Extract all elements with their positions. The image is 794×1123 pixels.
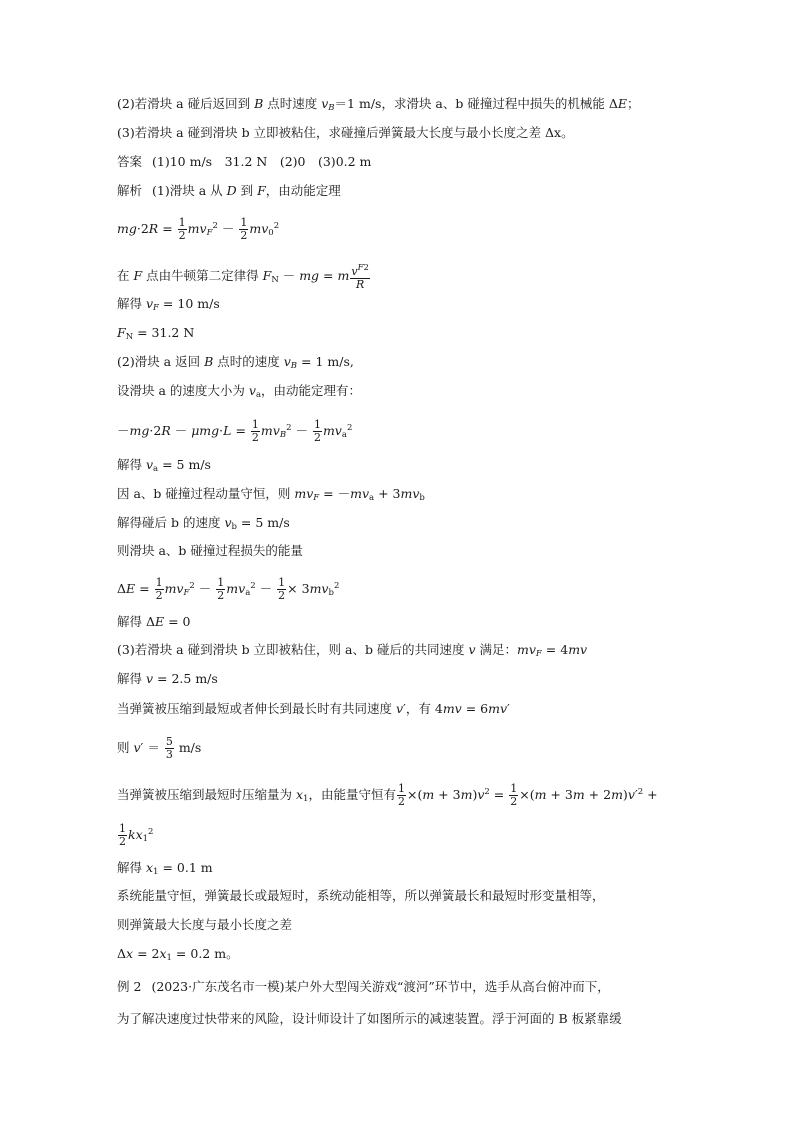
part2-setup: 设滑块 a 的速度大小为 $v_a$，由动能定理有： — [117, 383, 362, 400]
equation-energy-2: －mg·2R － μmg·L = $\frac{1}{2}$ $mv_B^2$ － $\frac{1}{2}$ $mv_a^2$ — [117, 418, 353, 444]
energy-conservation-eq-cont: $\frac{1}{2}$ $kx_1^2$ — [119, 822, 154, 848]
length-diff-intro: 则弹簧最大长度与最小长度之差 — [117, 917, 293, 932]
analysis-line: 解析 (1)滑块 a 从 D 到 F，由动能定理 — [117, 183, 341, 198]
result-v-prime: 则 v′ ＝ $\frac{5}{3}$ m/s — [117, 735, 202, 761]
part3-intro: (3)若滑块 a 碰到滑块 b 立即被粘住，则 a、b 碰后的共同速度 v 满足：$mv_F = 4mv$ — [117, 642, 588, 659]
energy-conservation-eq: 当弹簧被压缩到最短时压缩量为 $x_1$，由能量守恒有 $\frac{1}{2}$ $\times(m + 3m)v^2$ = $\frac{1}{2}$ $\times(m + 3m + 2m)v'^2$ + — [117, 782, 658, 808]
question-2: (2)若滑块 a 碰后返回到 B 点时速度 $v_B=1$ m/s，求滑块 a、b 碰撞过程中损失的机械能 ΔE； — [117, 96, 640, 113]
reasoning-line: 系统能量守恒，弹簧最长或最短时，系统动能相等，所以弹簧最长和最短时形变量相等， — [117, 888, 605, 903]
equation-energy-1: mg·2R = $\frac{1}{2}$ $mv_F^2$ － $\frac{1}{2}$ $mv_0^2$ — [117, 216, 280, 242]
result-delta-x: $\Delta x = 2x_1 = 0.2$ m。 — [117, 946, 239, 963]
answer-line: 答案 (1)10 m/s 31.2 N (2)0 (3)0.2 m — [117, 154, 372, 169]
equation-energy-loss: ΔE = $\frac{1}{2}$ $mv_F^2$ － $\frac{1}{2}$ $mv_a^2$ － $\frac{1}{2}$ × $3mv_b^2$ — [117, 576, 340, 602]
result-FN: $F_N = 31.2$ N — [117, 325, 195, 342]
result-deltaE: 解得 ΔE = 0 — [117, 614, 191, 629]
question-3: (3)若滑块 a 碰到滑块 b 立即被粘住，求碰撞后弹簧最大长度与最小长度之差 Δx。 — [117, 125, 574, 140]
result-v: 解得 v = 2.5 m/s — [117, 671, 218, 686]
example-2-line-1: 例 2 (2023·广东茂名市一模)某户外大型闯关游戏“渡河”环节中，选手从高台俯冲而下， — [117, 979, 610, 994]
part2-intro: (2)滑块 a 返回 B 点时的速度 $v_B = 1$ m/s, — [117, 354, 354, 371]
example-2-line-2: 为了解决速度过快带来的风险，设计师设计了如图所示的减速装置。浮于河面的 B 板紧靠缓 — [117, 1011, 622, 1026]
momentum-eq: 因 a、b 碰撞过程动量守恒，则 $mv_F = -mv_a + 3mv_b$ — [117, 486, 425, 503]
result-x1: 解得 $x_1 = 0.1$ m — [117, 860, 213, 877]
result-vb: 解得碰后 b 的速度 $v_b = 5$ m/s — [117, 515, 290, 532]
energy-loss-intro: 则滑块 a、b 碰撞过程损失的能量 — [117, 543, 303, 558]
equation-newton: 在 F 点由牛顿第二定律得 $F_N$ － mg = m $\frac{v^{F2}}{R}$ — [117, 263, 369, 291]
result-va: 解得 $v_a = 5$ m/s — [117, 457, 211, 474]
common-velocity: 当弹簧被压缩到最短或者伸长到最长时有共同速度 v′，有 4mv = 6mv′ — [117, 701, 510, 716]
result-vF: 解得 $v_F = 10$ m/s — [117, 296, 220, 313]
